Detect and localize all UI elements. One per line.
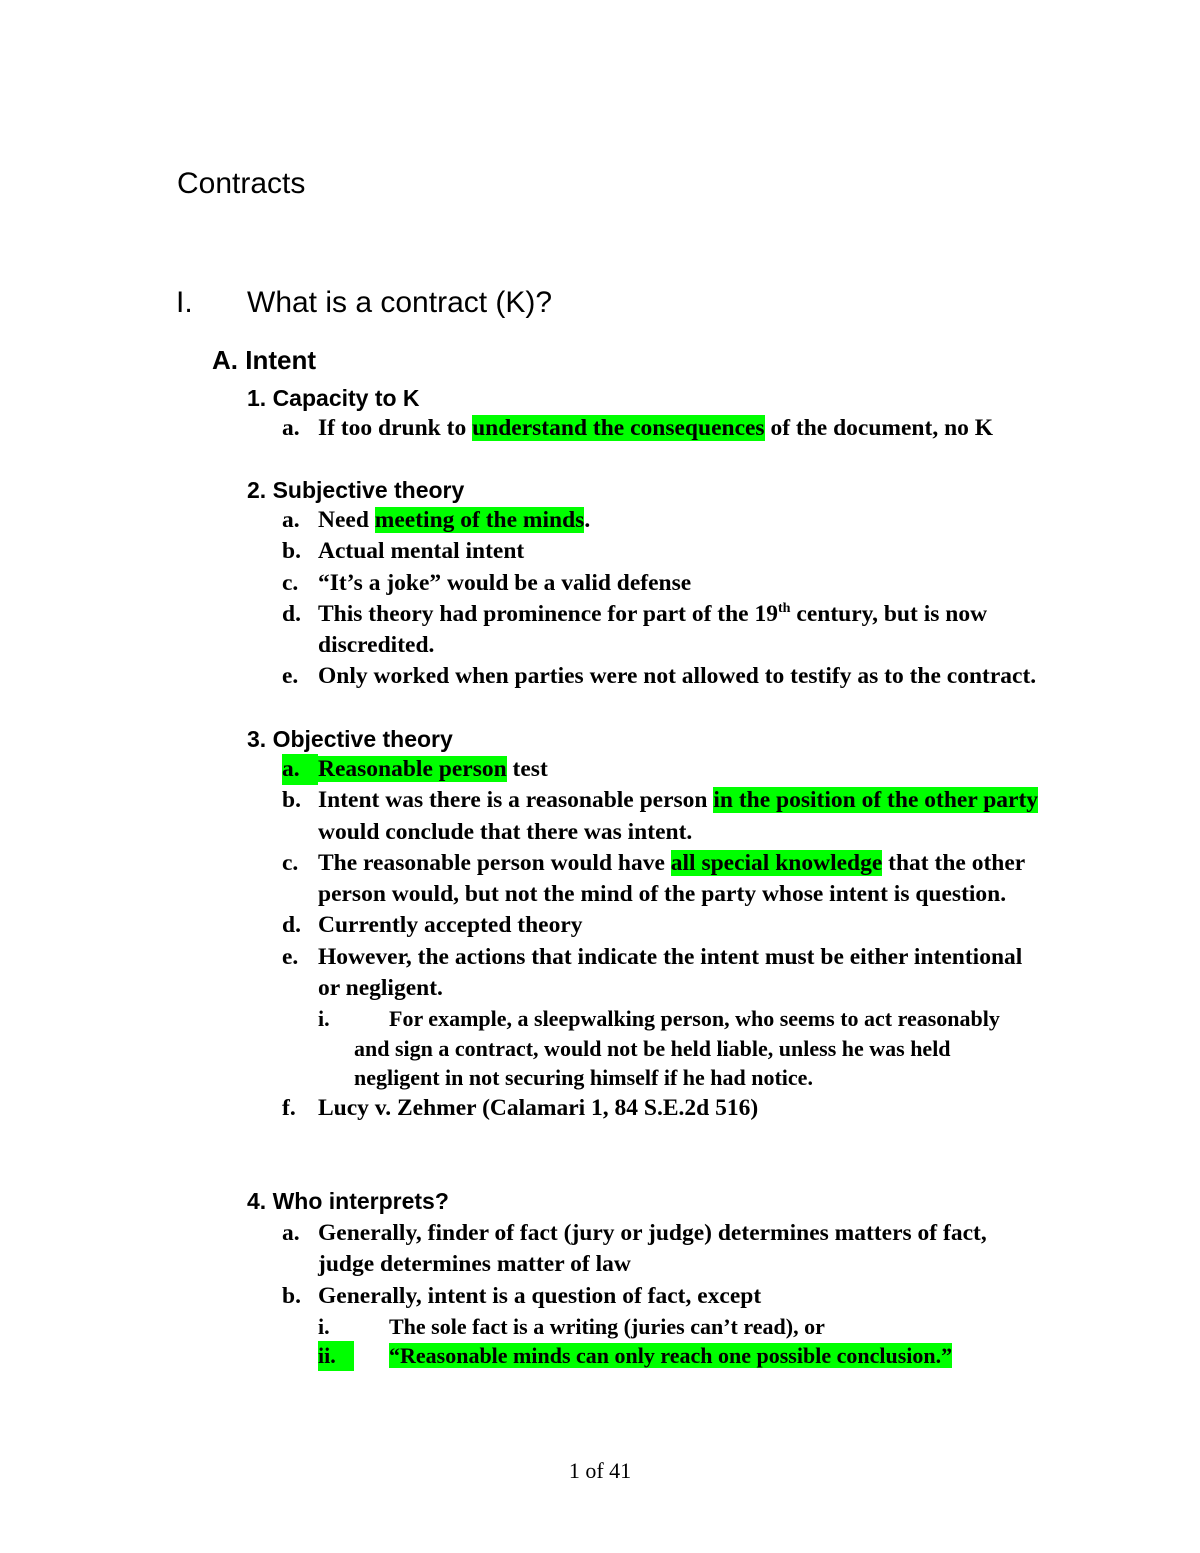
list-marker: a. [282,754,318,785]
list-marker: e. [282,943,299,970]
sub-list [318,1312,1018,1371]
list-marker: f. [282,1094,296,1121]
list-item: c. The reasonable person would have all special knowledge that the other person would, but not the mind of the party whose intent is question. [282,849,1025,908]
list-item: a. Generally, finder of fact (jury or judge) determines matters of fact, judge determines matter of law [282,1220,987,1278]
subsection-heading: A. Intent [212,345,316,375]
item-heading-objective: 3. Objective theory [247,726,453,752]
who-interprets-list [282,1218,1042,1371]
section-number: I. [176,286,193,319]
list-item: b. Intent was there is a reasonable person in the position of the other party would conclude that there was intent. [282,787,1039,845]
item-heading-subjective: 2. Subjective theory [247,477,465,503]
list-marker: e. [282,663,299,690]
list-marker: i. [318,1006,330,1032]
section-heading: What is a contract (K)? [247,286,553,319]
list-marker: ii. [318,1341,354,1371]
sub-list [318,1004,1018,1093]
objective-list [282,754,1042,1124]
item-heading-who-interprets: 4. Who interprets? [247,1188,449,1214]
capacity-list [282,413,1042,444]
page-number: 1 of 41 [568,1458,632,1483]
list-marker: c. [282,569,299,596]
highlighted-text: “Reasonable minds can only reach one possible conclusion.” [389,1343,953,1369]
list-marker: d. [282,600,301,627]
list-item: a. If too drunk to understand the consequences of the document, no K [282,413,1042,444]
highlighted-text: all special knowledge [670,849,883,876]
list-item: a. Reasonable person test [282,754,1042,785]
superscript: th [777,600,791,617]
list-item: i. For example, a sleepwalking person, who seems to act reasonably and sign a contract, would not be held liable, unless he was held negligent in not securing himself if he had notice. [318,1006,1000,1091]
list-marker: c. [282,849,299,876]
highlighted-text: in the position of the other party [713,787,1039,814]
list-item: b. Generally, intent is a question of fact, except i. The sole fact is a writing (juries can’t read), or ii. “Reasonable minds can only reach one possible conclusion.” [282,1281,1042,1371]
list-marker: a. [282,507,300,533]
list-marker: i. [318,1313,330,1339]
list-item: a. Need meeting of the minds. [282,505,1042,536]
subjective-list [282,505,1042,693]
list-marker: b. [282,1282,301,1309]
list-item: e. However, the actions that indicate the intent must be either intentional or negligent. i. For example, a sleepwalking person, who seems to act reasonably and sign a contract, would not be held liable, unless he was held negligent in not securing himself if he had notice. [282,942,1042,1093]
list-marker: b. [282,787,301,814]
highlighted-text: meeting of the minds [374,507,585,533]
list-marker: a. [282,415,300,441]
list-item: i. The sole fact is a writing (juries can’t read), or [318,1312,1018,1342]
list-marker: b. [282,538,301,565]
list-item: b. Actual mental intent [282,536,1042,567]
list-item [318,1341,1018,1371]
document-title: Contracts [177,167,306,200]
list-item: f. Lucy v. Zehmer (Calamari 1, 84 S.E.2d 516) [282,1093,1042,1124]
list-item: d. Currently accepted theory [282,910,1042,941]
item-heading-capacity: 1. Capacity to K [247,385,420,411]
list-marker: d. [282,912,301,939]
list-marker: a. [282,1220,300,1246]
highlighted-text: understand the consequences [472,415,765,441]
list-item: d. This theory had prominence for part of the 19th century, but is now discredited. [282,600,988,659]
list-item: c. “It’s a joke” would be a valid defense [282,568,1042,599]
list-item: e. Only worked when parties were not allowed to testify as to the contract. [282,661,1042,692]
highlighted-text: Reasonable person [318,756,507,782]
